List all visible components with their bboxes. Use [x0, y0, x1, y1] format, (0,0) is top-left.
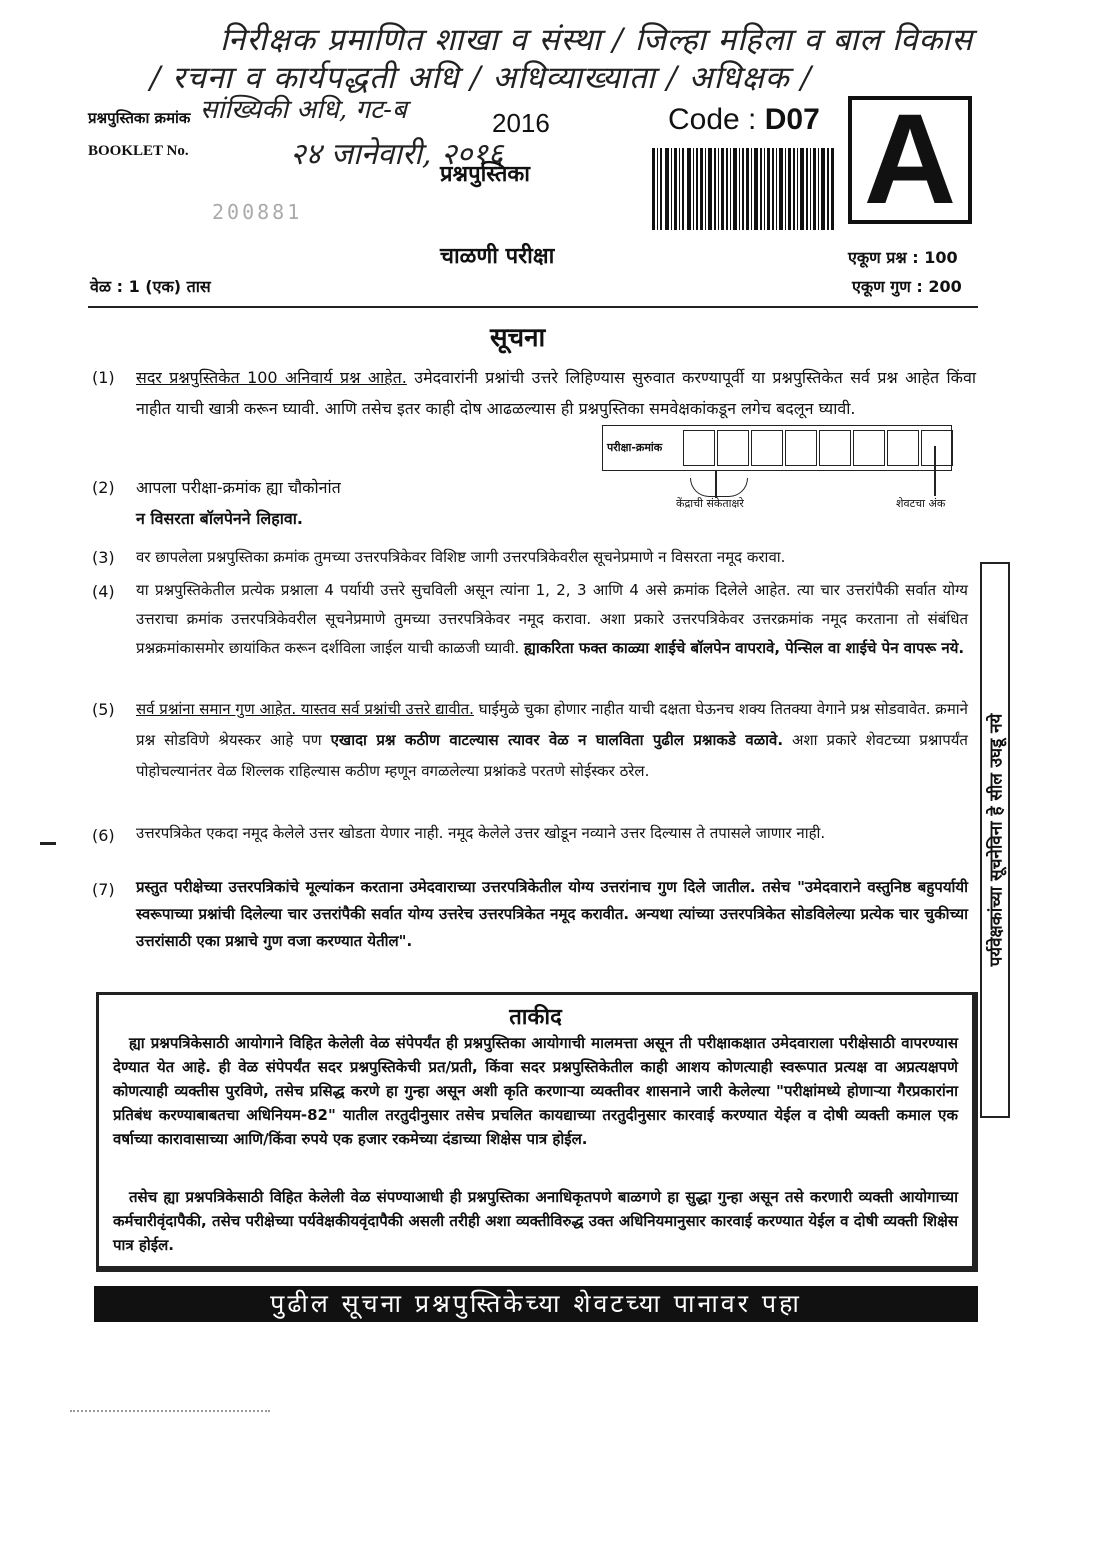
total-questions: एकूण प्रश्न : 100 — [848, 248, 958, 267]
warning-box — [96, 992, 978, 1272]
item-text-2: अशा प्रकारे शेवटच्या प्रश्नापर्यंत पोहोचल्यानंतर वेळ शिल्लक राहिल्यास कठीण म्हणून वगळलेल्या प्रश्नांकडे परतणे सोईस्कर ठरेल. — [136, 731, 968, 780]
handwritten-post-line-1: निरीक्षक प्रमाणित शाखा व संस्था / जिल्हा महिला व बाल विकास — [220, 22, 974, 58]
booklet-label-marathi: प्रश्नपुस्तिका क्रमांक — [88, 109, 191, 127]
booklet-label-english: BOOKLET No. — [88, 143, 189, 159]
item-number: (4) — [92, 582, 115, 601]
item-number: (1) — [92, 368, 115, 387]
item-underlined-text: सर्व प्रश्नांना समान गुण आहेत. यास्तव सर्व प्रश्नांची उत्तरे द्यावीत. — [136, 700, 474, 718]
code-value: D07 — [764, 103, 820, 136]
booklet-number: 200881 — [212, 200, 303, 224]
instruction-5 — [92, 694, 968, 820]
paper-code — [668, 103, 820, 137]
item-text: घाईमुळे चुका होणार नाहीत याची दक्षता घेऊनच शक्य तितक्या वेगाने प्रश्न सोडवावेत. क्रमाने प्रश्न सोडविणे श्रेयस्कर आहे पण — [136, 700, 968, 749]
item-bold-text: न विसरता बॉलपेनने लिहावा. — [136, 509, 303, 528]
item-underlined-text: सदर प्रश्नपुस्तिकेत 100 अनिवार्य प्रश्न आहेत. — [136, 368, 407, 387]
handwritten-date: २४ जानेवारी, २०१६ — [290, 137, 504, 172]
seal-strip — [980, 562, 1010, 1118]
notice-title: सूचना — [490, 323, 546, 353]
item-text: उमेदवारांनी प्रश्नांची उत्तरे लिहिण्यास सुरुवात करण्यापूर्वी या प्रश्नपुस्तिकेत सर्व प्रश्न आहेत किंवा नाहीत याची खात्री करून घ्यावी. आणि तसेच इतर काही दोष आढळल्यास ही प्रश्नपुस्तिका समवेक्षकांकडून लगेच बदलून घ्यावी. — [136, 368, 977, 418]
center-code-brace — [690, 478, 748, 497]
item-bold-text: प्रस्तुत परीक्षेच्या उत्तरपत्रिकांचे मूल्यांकन करताना उमेदवाराच्या उत्तरपत्रिकेतील योग्य उत्तरांनाच गुण दिले जातील. तसेच "उमेदवाराने वस्तुनिष्ठ बहुपर्यायी स्वरूपाच्या प्रश्नांची दिलेल्या चार उत्तरांपैकी सर्वात योग्य उत्तरेच उत्तरपत्रिकेत नमूद करावीत. अन्यथा त्यांच्या उत्तरपत्रिकेत सोडविलेल्या प्रत्येक चार चुकीच्या उत्तरांसाठी एका प्रश्नाचे गुण वजा करण्यात येतील". — [136, 878, 968, 950]
handwritten-post-line-2: / रचना व कार्यपद्धती अधि / अधिव्याख्याता / अधिक्षक / — [150, 60, 813, 96]
item-number: (7) — [92, 880, 115, 899]
instruction-2 — [92, 472, 552, 534]
warning-paragraph-1: ह्या प्रश्नपत्रिकेसाठी आयोगाने विहित केलेली वेळ संपेपर्यंत ही प्रश्नपुस्तिका आयोगाची मालमत्ता असून ती परीक्षाकक्षात उमेदवाराला परीक्षेसाठी वापरण्यास देण्यात येत आहे. ही वेळ संपेपर्यंत सदर प्रश्नपुस्तिकेची प्रत/प्रती, किंवा सदर प्रश्नपुस्तिकेतील काही आशय कोणत्याही स्वरूपात प्रत्यक्ष वा अप्रत्यक्षपणे कोणत्याही व्यक्तीस पुरविणे, तसेच प्रसिद्ध करणे हा गुन्हा असून अशी कृति करणाऱ्या व्यक्तीवर शासनाने जारी केलेल्या "परीक्षांमध्ये होणाऱ्या गैरप्रकारांना प्रतिबंध करण्याबाबतचा अधिनियम-82" यातील तरतुदीनुसार तसेच प्रचलित कायद्याच्या तरतुदीनुसार कारवाई करण्यात येईल व दोषी व्यक्ती कमाल एक वर्षाच्या कारावासाच्या आणि/किंवा रुपये एक हजार रकमेच्या दंडाच्या शिक्षेस पात्र होईल. — [113, 1034, 958, 1148]
exam-number-grid — [602, 425, 952, 471]
series-box — [848, 88, 972, 231]
exam-time: वेळ : 1 (एक) तास — [90, 277, 211, 296]
item-text: वर छापलेला प्रश्नपुस्तिका क्रमांक तुमच्या उत्तरपत्रिकेवर विशिष्ट जागी उत्तरपत्रिकेवरील सूचनेप्रमाणे न विसरता नमूद करावा. — [136, 548, 786, 566]
center-code-arrow — [715, 470, 717, 498]
instruction-6 — [92, 820, 968, 880]
instruction-7 — [92, 874, 968, 984]
exam-number-cells — [683, 430, 955, 466]
exam-year: 2016 — [492, 108, 550, 138]
last-digit-arrow — [934, 446, 936, 496]
item-text: या प्रश्नपुस्तिकेतील प्रत्येक प्रश्नाला 4 पर्यायी उत्तरे सुचविली असून त्यांना 1, 2, 3 आणि 4 असे क्रमांक दिलेले आहेत. त्या चार उत्तरांपैकी सर्वात योग्य उत्तराचा क्रमांक उत्तरपत्रिकेवरील सूचनेप्रमाणे तुमच्या उत्तरपत्रिकेवर नमूद करावा. अशा प्रकारे उत्तरपत्रिकेवर उत्तरक्रमांक नमूद करताना तो संबंधित प्रश्नक्रमांकासमोर छायांकित करून दर्शविला जाईल याची काळजी घ्यावी. — [136, 581, 968, 657]
warning-paragraph-2: तसेच ह्या प्रश्नपत्रिकेसाठी विहित केलेली वेळ संपण्याआधी ही प्रश्नपुस्तिका अनाधिकृतपणे बाळगणे हा सुद्धा गुन्हा असून तसे करणारी व्यक्ती आयोगाच्या कर्मचारीवृंदापैकी, तसेच परीक्षेच्या पर्यवेक्षकीयवृंदापैकी असली तरीही अशा व्यक्तीविरुद्ध उक्त अधिनियमानुसार कारवाई करण्यात येईल व दोषी व्यक्ती शिक्षेस पात्र होईल. — [113, 1188, 958, 1254]
handwritten-post-line-3: सांख्यिकी अधि, गट-ब — [200, 95, 407, 125]
instruction-3 — [92, 542, 976, 574]
code-label: Code : — [668, 103, 757, 136]
item-bold-text: ह्याकरिता फक्त काळ्या शाईचे बॉलपेन वापरावे, पेन्सिल वा शाईचे पेन वापरू नये. — [524, 639, 965, 657]
warning-title: ताकीद — [509, 1005, 562, 1030]
item-number: (6) — [92, 826, 115, 845]
item-number: (5) — [92, 700, 115, 719]
center-code-label: केंद्राची संकेताक्षरे — [676, 497, 744, 510]
scan-specks — [70, 1410, 270, 1414]
item-bold-text: एखादा प्रश्न कठीण वाटल्यास त्यावर वेळ न घालविता पुढील प्रश्नाकडे वळावे. — [330, 731, 784, 749]
exam-name: चाळणी परीक्षा — [440, 244, 555, 269]
footer-notice-bar: पुढील सूचना प्रश्नपुस्तिकेच्या शेवटच्या पानावर पहा — [94, 1286, 978, 1322]
item-text: उत्तरपत्रिकेत एकदा नमूद केलेले उत्तर खोडता येणार नाही. नमूद केलेले उत्तर खोडून नव्याने उत्तर दिल्यास ते तपासले जाणार नाही. — [136, 824, 826, 842]
booklet-title: प्रश्नपुस्तिका — [440, 162, 530, 187]
total-marks: एकूण गुण : 200 — [852, 277, 962, 296]
exam-number-label: परीक्षा-क्रमांक — [607, 441, 663, 454]
barcode — [652, 148, 834, 230]
margin-mark — [40, 842, 56, 845]
instruction-4 — [92, 576, 968, 696]
item-number: (2) — [92, 478, 115, 497]
header-divider — [88, 306, 978, 308]
item-number: (3) — [92, 548, 115, 567]
item-text: आपला परीक्षा-क्रमांक ह्या चौकोनांत — [136, 478, 341, 497]
last-digit-label: शेवटचा अंक — [896, 497, 946, 510]
seal-strip-text: पर्यवेक्षकांच्या सूचनेविना हे सील उघडू नये — [986, 713, 1007, 967]
series-letter: A — [863, 88, 957, 231]
